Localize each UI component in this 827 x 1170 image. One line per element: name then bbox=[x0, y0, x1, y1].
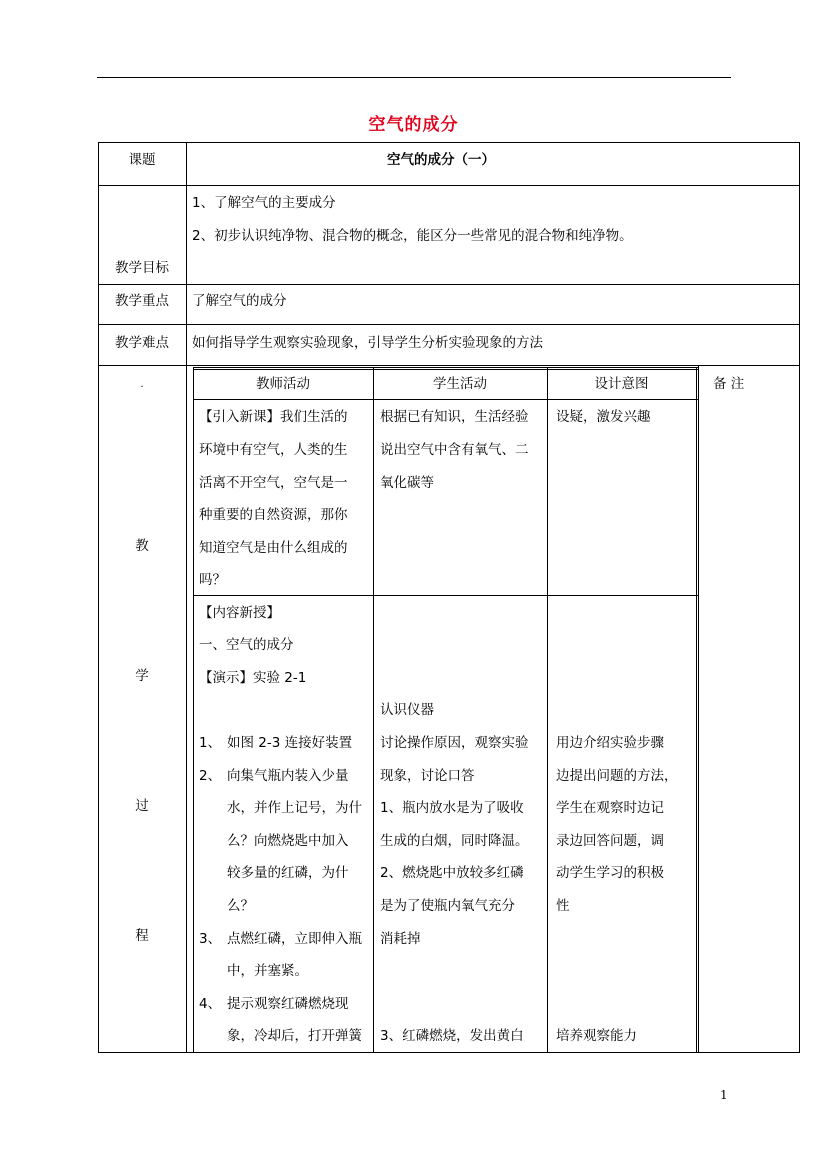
row2-student-line: 1、瓶内放水是为了吸收 bbox=[380, 800, 524, 816]
header-teacher: 教师活动 bbox=[256, 376, 310, 392]
key-label: 教学重点 bbox=[115, 293, 169, 309]
row2-student-line: 现象，讨论口答 bbox=[380, 768, 475, 784]
row2-student-line: 2、燃烧匙中放较多红磷 bbox=[380, 865, 524, 881]
row2-teacher-intro: 一、空气的成分 bbox=[199, 637, 294, 653]
process-char-2: 学 bbox=[135, 668, 149, 684]
row1-intent-line: 设疑，激发兴趣 bbox=[556, 409, 651, 425]
row1-teacher-line: 环境中有空气，人类的生 bbox=[199, 442, 348, 458]
step-line: 如图 2-3 连接好装置 bbox=[227, 735, 353, 751]
step-line: 水，并作上记号，为什 bbox=[227, 800, 362, 816]
row1-teacher-line: 种重要的自然资源，那你 bbox=[199, 507, 348, 523]
step-line: 么？ bbox=[227, 898, 254, 914]
row2-student-line: 讨论操作原因，观察实验 bbox=[380, 735, 529, 751]
step-line: 向集气瓶内装入少量 bbox=[227, 768, 349, 784]
difficulty-label: 教学难点 bbox=[115, 335, 169, 351]
topic-label: 课题 bbox=[128, 152, 156, 168]
row1-student-line: 说出空气中含有氧气、二 bbox=[380, 442, 529, 458]
row2-student-line: 认识仪器 bbox=[380, 702, 434, 718]
row2-student-line: 生成的白烟，同时降温。 bbox=[380, 833, 529, 849]
process-char-3: 过 bbox=[135, 798, 149, 814]
header-rule bbox=[97, 77, 731, 78]
step-number: 2、 bbox=[199, 768, 222, 784]
process-char-4: 程 bbox=[135, 928, 149, 944]
step-line: 提示观察红磷燃烧现 bbox=[227, 996, 349, 1012]
page-number: 1 bbox=[720, 1088, 728, 1102]
row2-intent-line: 录边回答问题，调 bbox=[556, 833, 664, 849]
step-line: 中，并塞紧。 bbox=[227, 963, 308, 979]
goals-label: 教学目标 bbox=[115, 260, 169, 276]
difficulty-value: 如何指导学生观察实验现象，引导学生分析实验现象的方法 bbox=[192, 335, 543, 351]
key-value: 了解空气的成分 bbox=[192, 293, 287, 309]
step-line: 点燃红磷，立即伸入瓶 bbox=[227, 931, 362, 947]
process-dot: · bbox=[140, 382, 144, 393]
row2-intent-line: 性 bbox=[556, 898, 570, 914]
step-line: 较多量的红磷，为什 bbox=[227, 865, 349, 881]
row2-teacher-intro: 【内容新授】 bbox=[199, 605, 280, 621]
remarks-label: 备 注 bbox=[713, 376, 745, 392]
step-number: 3、 bbox=[199, 931, 222, 947]
row2-student-line: 3、红磷燃烧，发出黄白 bbox=[380, 1028, 524, 1044]
row2-student-line: 消耗掉 bbox=[380, 931, 421, 947]
goal-item-1: 1、了解空气的主要成分 bbox=[192, 195, 336, 211]
row1-teacher-line: 【引入新课】我们生活的 bbox=[199, 409, 348, 425]
step-number: 4、 bbox=[199, 996, 222, 1012]
step-line: 么？向燃烧匙中加入 bbox=[227, 833, 349, 849]
row1-teacher-line: 知道空气是由什么组成的 bbox=[199, 540, 348, 556]
page-title: 空气的成分 bbox=[368, 115, 459, 135]
topic-value: 空气的成分（一） bbox=[387, 152, 495, 168]
row2-intent-line: 培养观察能力 bbox=[556, 1028, 637, 1044]
row1-teacher-line: 吗？ bbox=[199, 572, 226, 588]
row2-intent-line: 动学生学习的积极 bbox=[556, 865, 664, 881]
row2-intent-line: 边提出问题的方法， bbox=[556, 768, 678, 784]
header-intent: 设计意图 bbox=[594, 376, 649, 392]
header-student: 学生活动 bbox=[433, 376, 487, 392]
row2-teacher-intro: 【演示】实验 2-1 bbox=[199, 670, 307, 686]
row2-student-line: 是为了使瓶内氧气充分 bbox=[380, 898, 515, 914]
row2-intent-line: 用边介绍实验步骤 bbox=[556, 735, 664, 751]
step-line: 象，冷却后，打开弹簧 bbox=[227, 1028, 362, 1044]
row1-teacher-line: 活离不开空气，空气是一 bbox=[199, 475, 348, 491]
process-char-1: 教 bbox=[135, 538, 149, 554]
row1-student-line: 氧化碳等 bbox=[380, 475, 434, 491]
goal-item-2: 2、初步认识纯净物、混合物的概念，能区分一些常见的混合物和纯净物。 bbox=[192, 228, 633, 244]
row2-intent-line: 学生在观察时边记 bbox=[556, 800, 664, 816]
step-number: 1、 bbox=[199, 735, 222, 751]
row1-student-line: 根据已有知识，生活经验 bbox=[380, 409, 529, 425]
